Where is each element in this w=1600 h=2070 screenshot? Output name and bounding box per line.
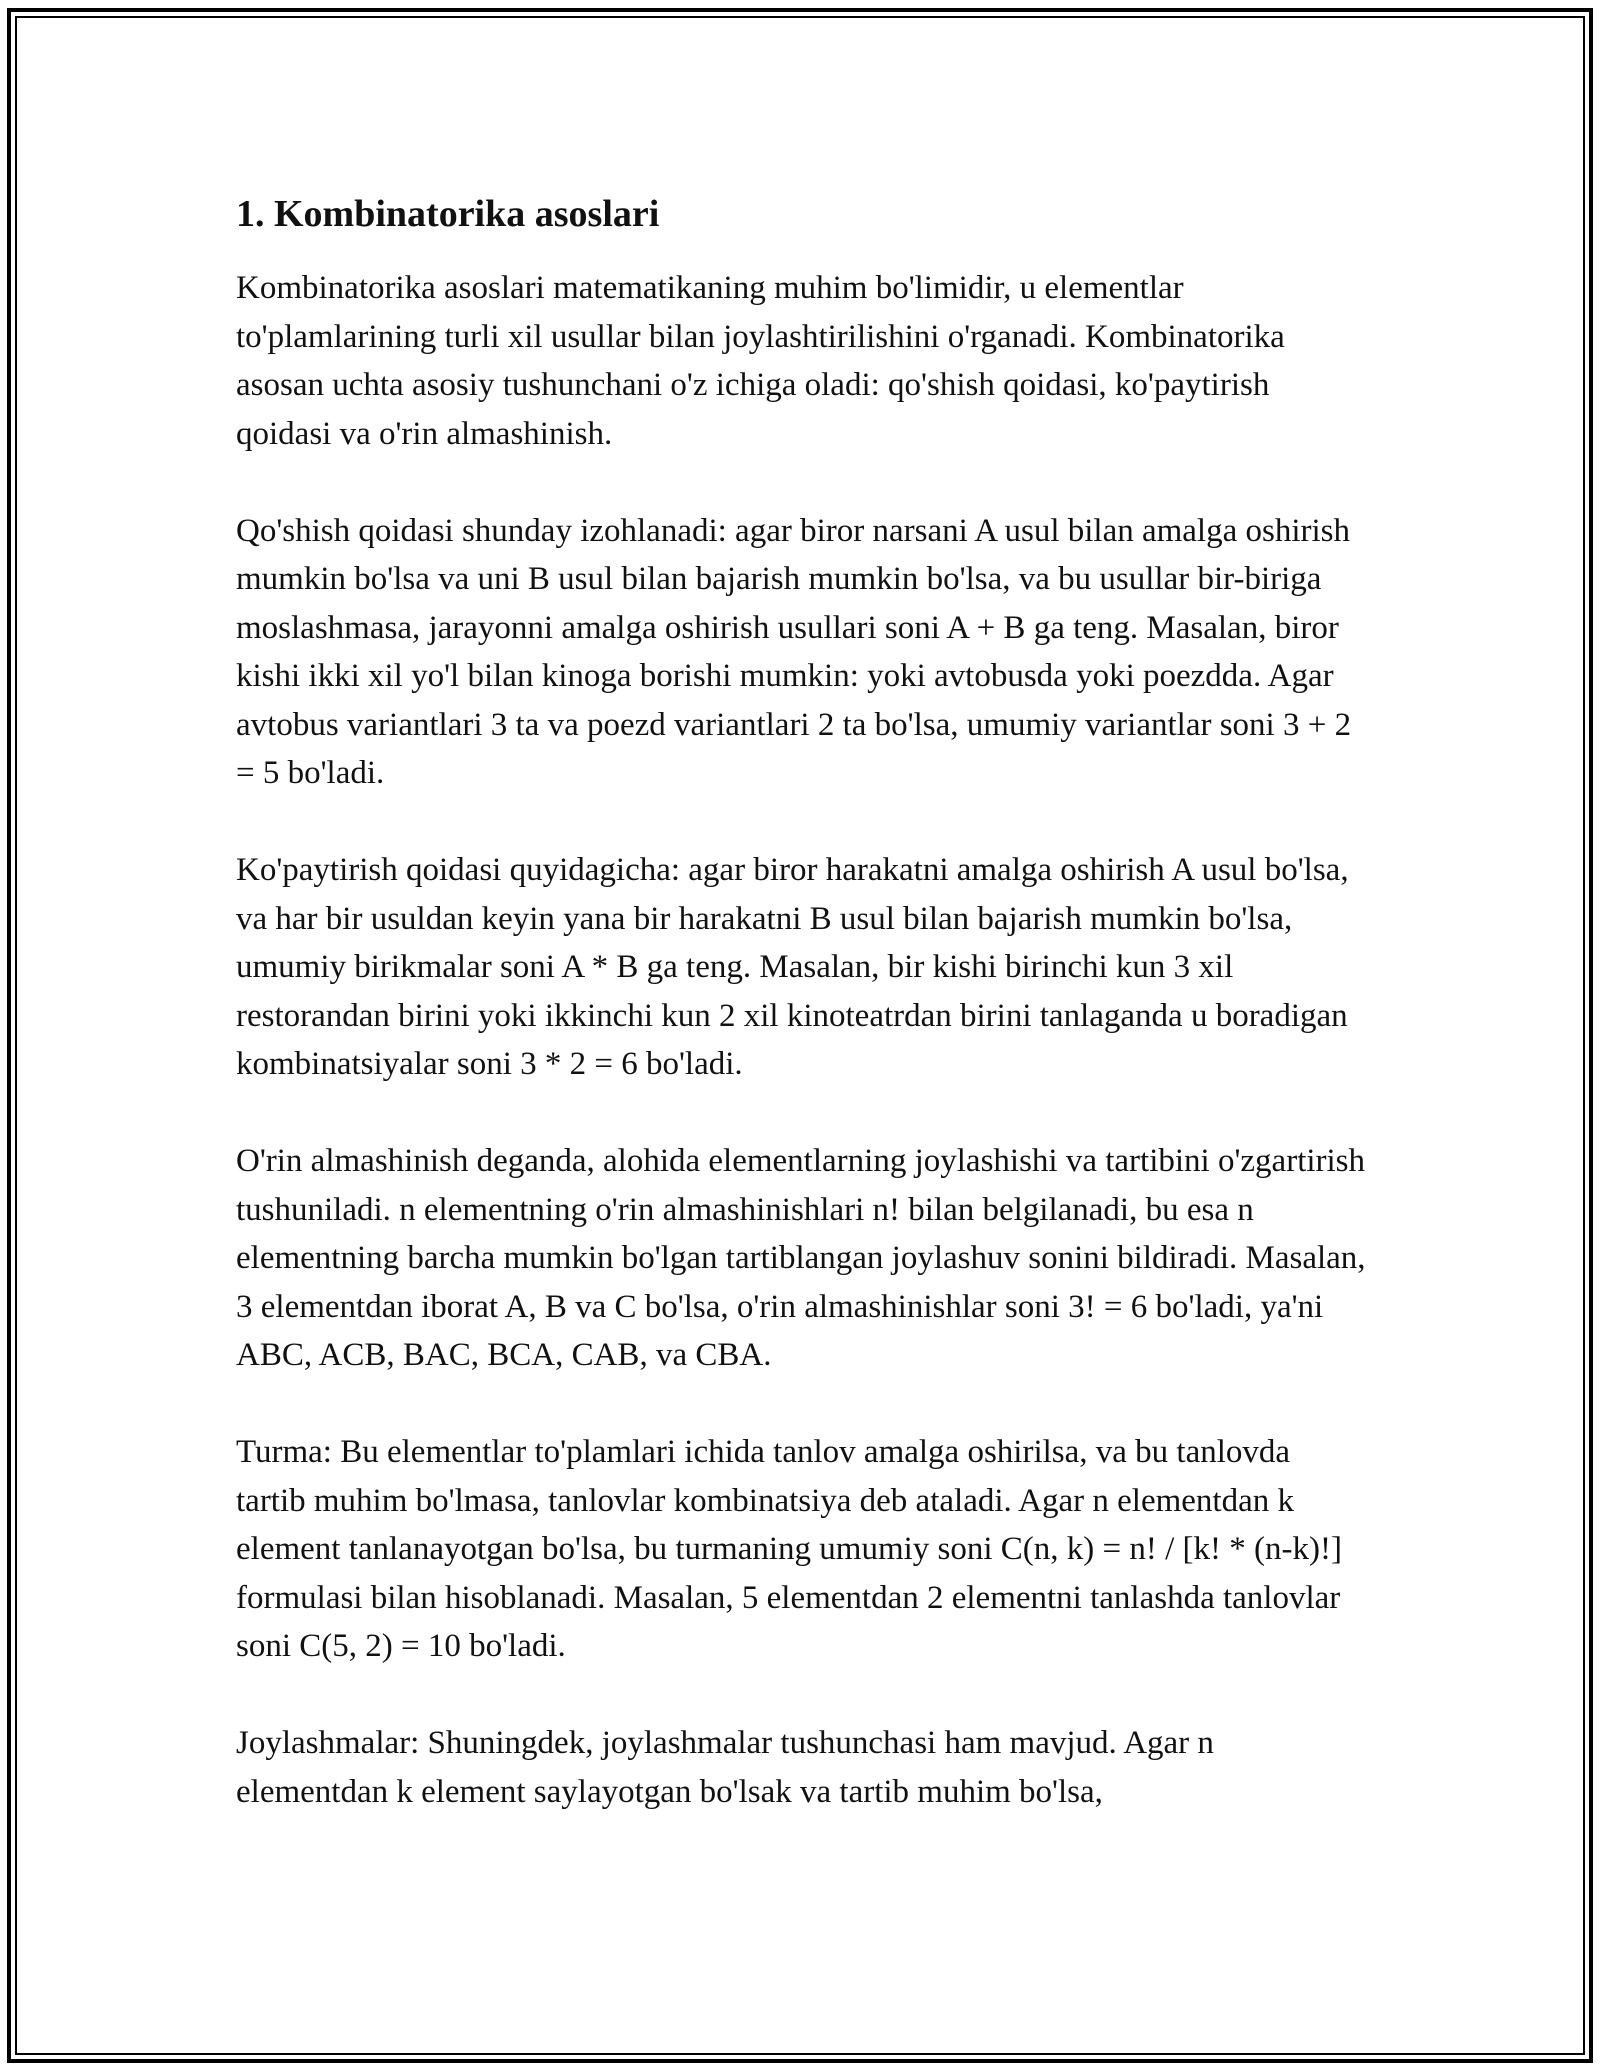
paragraph-arrangements: Joylashmalar: Shuningdek, joylashmalar tushunchasi ham mavjud. Agar n elementdan k element saylayotgan bo'lsak va tartib muhim bo'lsa, <box>236 1725 1214 1810</box>
paragraph-addition-rule: Qo'shish qoidasi shunday izohlanadi: agar biror narsani A usul bilan amalga oshirish mumkin bo'lsa va uni B usul bilan bajarish mumkin bo'lsa, va bu usullar bir-biriga moslashmasa, jarayonni amalga oshirish usullari soni A + B ga teng. Masalan, biror kishi ikki xil yo'l bilan kinoga borishi mumkin: yoki avtobusda yoki poezdda. Agar avtobus variantlari 3 ta va poezd variantlari 2 ta bo'lsa, umumiy variantlar soni 3 + 2 = 5 bo'ladi. <box>236 512 1352 791</box>
paragraph-intro: Kombinatorika asoslari matematikaning muhim bo'limidir, u elementlar to'plamlarining turli xil usullar bilan joylashtirilishini o'rganadi. Kombinatorika asosan uchta asosiy tushunchani o'z ichiga oladi: qo'shish qoidasi, ko'paytirish qoidasi va o'rin almashinish. <box>236 270 1285 452</box>
paragraph-permutation: O'rin almashinish deganda, alohida elementlarning joylashishi va tartibini o'zgartirish tushuniladi. n elementning o'rin almashinishlari n! bilan belgilanadi, bu esa n elementning barcha mumkin bo'lgan tartiblangan joylashuv sonini bildiradi. Masalan, 3 elementdan iborat A, B va C bo'lsa, o'rin almashinishlar soni 3! = 6 bo'ladi, ya'ni ABC, ACB, BAC, BCA, CAB, va CBA. <box>236 1143 1366 1373</box>
document-body <box>236 186 1366 1865</box>
paragraph-combination: Turma: Bu elementlar to'plamlari ichida tanlov amalga oshirilsa, va bu tanlovda tartib muhim bo'lmasa, tanlovlar kombinatsiya deb ataladi. Agar n elementdan k element tanlanayotgan bo'lsa, bu turmaning umumiy soni C(n, k) = n! / [k! * (n-k)!] formulasi bilan hisoblanadi. Masalan, 5 elementdan 2 elementni tanlashda tanlovlar soni C(5, 2) = 10 bo'ladi. <box>236 1434 1342 1664</box>
paragraph-multiplication-rule: Ko'paytirish qoidasi quyidagicha: agar biror harakatni amalga oshirish A usul bo'lsa, va har bir usuldan keyin yana bir harakatni B usul bilan bajarish mumkin bo'lsa, umumiy birikmalar soni A * B ga teng. Masalan, bir kishi birinchi kun 3 xil restorandan birini yoki ikkinchi kun 2 xil kinoteatrdan birini tanlaganda u boradigan kombinatsiyalar soni 3 * 2 = 6 bo'ladi. <box>236 852 1349 1082</box>
section-heading: 1. Kombinatorika asoslari <box>236 193 660 235</box>
